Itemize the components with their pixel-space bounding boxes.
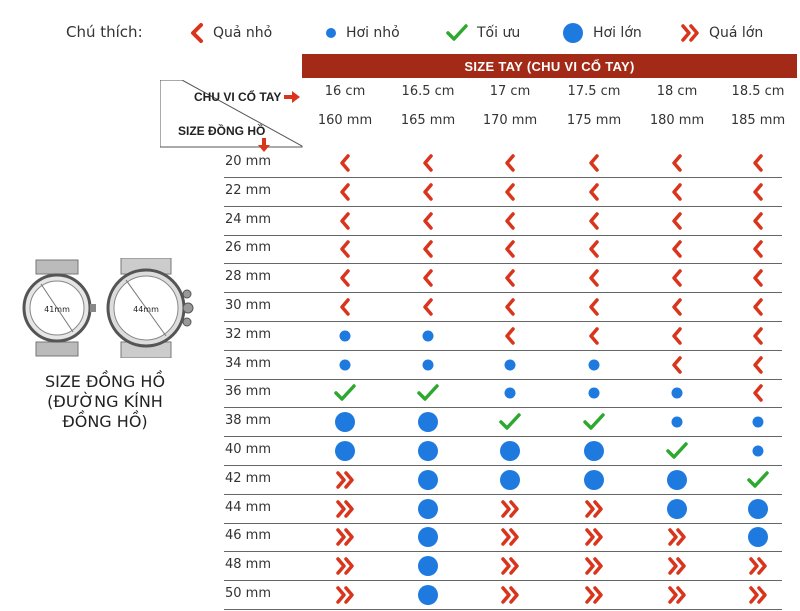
double-chevron-right-icon	[335, 500, 355, 518]
fit-cell	[743, 265, 773, 291]
large-dot-icon	[562, 22, 584, 44]
large-dot-icon	[417, 584, 439, 606]
fit-cell	[495, 524, 525, 550]
chevron-left-icon	[422, 183, 434, 201]
fit-cell	[495, 467, 525, 493]
small-dot-icon	[752, 445, 764, 457]
large-dot-icon	[334, 440, 356, 462]
column-header-mm: 160 mm	[317, 113, 373, 128]
small-dot-icon	[588, 359, 600, 371]
chevron-left-icon	[422, 298, 434, 316]
legend-label-slightly-small: Hơi nhỏ	[346, 25, 400, 41]
corner-label-watch: SIZE ĐỒNG HỒ	[178, 124, 266, 138]
large-dot-icon	[417, 411, 439, 433]
caption-line-1: SIZE ĐỒNG HỒ	[44, 372, 166, 391]
row-divider	[224, 580, 782, 581]
caption-line-2: (ĐƯỜNG KÍNH	[47, 392, 163, 411]
row-divider	[224, 436, 782, 437]
fit-cell	[579, 524, 609, 550]
fit-cell	[495, 409, 525, 435]
fit-cell	[579, 553, 609, 579]
fit-cell	[579, 467, 609, 493]
row-label: 22 mm	[225, 182, 272, 198]
fit-cell	[579, 150, 609, 176]
fit-cell	[413, 409, 443, 435]
corner-label-wrist: CHU VI CỔ TAY	[194, 90, 282, 104]
legend-label-too-large: Quá lớn	[709, 25, 764, 41]
fit-cell	[662, 582, 692, 608]
small-dot-icon	[752, 416, 764, 428]
large-dot-icon	[666, 498, 688, 520]
chevron-left-icon	[504, 212, 516, 230]
fit-cell	[495, 294, 525, 320]
fit-cell	[579, 265, 609, 291]
row-divider	[224, 292, 782, 293]
row-label: 50 mm	[225, 586, 272, 601]
column-header-mm: 185 mm	[730, 113, 786, 128]
fit-cell	[743, 150, 773, 176]
chevron-left-icon	[752, 240, 764, 258]
legend-label-too-small: Quả nhỏ	[213, 25, 273, 41]
fit-cell	[495, 496, 525, 522]
fit-cell	[330, 380, 360, 406]
double-chevron-right-icon	[667, 557, 687, 575]
fit-cell	[413, 582, 443, 608]
fit-cell	[413, 524, 443, 550]
legend-label-optimal: Tối ưu	[477, 25, 521, 41]
chevron-left-icon	[588, 269, 600, 287]
large-dot-icon	[417, 469, 439, 491]
chevron-left-icon	[752, 298, 764, 316]
legend-label-slightly-large: Hơi lớn	[593, 25, 642, 41]
chevron-left-icon	[504, 154, 516, 172]
fit-cell	[330, 496, 360, 522]
chevron-left-icon	[504, 269, 516, 287]
legend-item-too-large	[680, 16, 763, 50]
row-label: 40 mm	[225, 442, 272, 457]
fit-cell	[495, 553, 525, 579]
fit-cell	[495, 352, 525, 378]
chevron-left-icon	[752, 154, 764, 172]
double-chevron-right-icon	[500, 500, 520, 518]
fit-cell	[662, 236, 692, 262]
row-label: 44 mm	[225, 499, 272, 515]
fit-cell	[330, 265, 360, 291]
double-chevron-right-icon	[748, 557, 768, 575]
row-label: 38 mm	[225, 413, 272, 429]
chevron-left-icon	[504, 327, 516, 345]
fit-cell	[579, 352, 609, 378]
checkmark-icon	[666, 442, 688, 460]
large-dot-icon	[583, 440, 605, 462]
arrow-right-icon	[284, 91, 300, 103]
chevron-left-icon	[671, 269, 683, 287]
fit-cell	[743, 294, 773, 320]
fit-cell	[330, 582, 360, 608]
double-chevron-right-icon	[584, 557, 604, 575]
fit-cell	[330, 438, 360, 464]
large-dot-icon	[417, 440, 439, 462]
chevron-left-icon	[671, 183, 683, 201]
fit-cell	[413, 294, 443, 320]
fit-cell	[330, 467, 360, 493]
small-dot-icon	[671, 387, 683, 399]
small-dot-icon	[422, 330, 434, 342]
chevron-left-icon	[671, 327, 683, 345]
chevron-left-icon	[422, 240, 434, 258]
legend-title: Chú thích:	[66, 23, 143, 41]
fit-cell	[743, 496, 773, 522]
chevron-left-icon	[339, 154, 351, 172]
column-header-cm: 16 cm	[324, 84, 366, 99]
chevron-left-icon	[588, 212, 600, 230]
fit-cell	[413, 236, 443, 262]
fit-cell	[579, 582, 609, 608]
fit-cell	[662, 467, 692, 493]
small-dot-icon	[588, 387, 600, 399]
large-dot-icon	[334, 411, 356, 433]
chevron-left-icon	[339, 269, 351, 287]
chevron-left-icon	[752, 183, 764, 201]
fit-cell	[743, 553, 773, 579]
fit-cell	[579, 208, 609, 234]
fit-cell	[743, 380, 773, 406]
fit-cell	[743, 582, 773, 608]
watch-size-caption	[15, 372, 195, 432]
fit-cell	[579, 409, 609, 435]
chevron-left-icon	[671, 356, 683, 374]
legend-item-slightly-small	[325, 16, 400, 50]
fit-cell	[743, 323, 773, 349]
row-label: 34 mm	[225, 355, 272, 371]
double-chevron-right-icon	[680, 24, 700, 42]
chevron-left-icon	[339, 298, 351, 316]
fit-cell	[662, 352, 692, 378]
double-chevron-right-icon	[335, 586, 355, 604]
chevron-left-icon	[504, 240, 516, 258]
row-divider	[224, 609, 782, 610]
fit-cell	[413, 380, 443, 406]
fit-cell	[330, 553, 360, 579]
fit-cell	[495, 438, 525, 464]
fit-cell	[579, 236, 609, 262]
large-dot-icon	[417, 526, 439, 548]
double-chevron-right-icon	[584, 586, 604, 604]
fit-cell	[413, 467, 443, 493]
row-label: 24 mm	[225, 211, 272, 227]
double-chevron-right-icon	[500, 586, 520, 604]
chevron-left-icon	[422, 212, 434, 230]
arrow-down-icon	[258, 138, 270, 152]
small-dot-icon	[422, 359, 434, 371]
fit-cell	[662, 496, 692, 522]
fit-cell	[330, 236, 360, 262]
fit-cell	[662, 208, 692, 234]
fit-cell	[495, 236, 525, 262]
chevron-left-icon	[752, 384, 764, 402]
row-label: 42 mm	[225, 470, 272, 486]
large-dot-icon	[747, 526, 769, 548]
column-header-cm: 16.5 cm	[401, 84, 455, 99]
row-label: 46 mm	[225, 528, 272, 544]
chevron-left-icon	[422, 154, 434, 172]
fit-cell	[413, 553, 443, 579]
caption-line-3: ĐỒNG HỒ)	[62, 412, 148, 431]
large-dot-icon	[666, 469, 688, 491]
double-chevron-right-icon	[500, 528, 520, 546]
double-chevron-right-icon	[335, 471, 355, 489]
row-label: 48 mm	[225, 557, 272, 573]
chevron-left-icon	[588, 183, 600, 201]
checkmark-icon	[334, 384, 356, 402]
row-divider	[224, 263, 782, 264]
fit-cell	[330, 208, 360, 234]
fit-cell	[495, 208, 525, 234]
row-label: 36 mm	[225, 384, 272, 400]
fit-cell	[413, 150, 443, 176]
chevron-left-icon	[339, 240, 351, 258]
column-header-cm: 18.5 cm	[731, 84, 785, 99]
large-dot-icon	[417, 498, 439, 520]
fit-cell	[579, 496, 609, 522]
double-chevron-right-icon	[748, 586, 768, 604]
chevron-left-icon	[752, 269, 764, 287]
small-dot-icon	[339, 359, 351, 371]
fit-cell	[495, 265, 525, 291]
row-divider	[224, 407, 782, 408]
small-dot-icon	[671, 416, 683, 428]
large-dot-icon	[747, 498, 769, 520]
fit-cell	[495, 150, 525, 176]
fit-cell	[662, 409, 692, 435]
column-header-mm: 175 mm	[566, 113, 622, 128]
row-divider	[224, 551, 782, 552]
fit-cell	[662, 179, 692, 205]
chevron-left-icon	[190, 23, 204, 43]
fit-cell	[662, 323, 692, 349]
fit-cell	[662, 524, 692, 550]
fit-cell	[579, 438, 609, 464]
fit-cell	[662, 265, 692, 291]
fit-cell	[662, 553, 692, 579]
fit-cell	[413, 179, 443, 205]
checkmark-icon	[499, 413, 521, 431]
fit-cell	[662, 438, 692, 464]
fit-cell	[579, 179, 609, 205]
column-header-mm: 180 mm	[649, 113, 705, 128]
fit-cell	[330, 323, 360, 349]
corner-header	[160, 80, 303, 148]
chevron-left-icon	[752, 356, 764, 374]
fit-cell	[743, 438, 773, 464]
fit-cell	[743, 352, 773, 378]
large-dot-icon	[417, 555, 439, 577]
fit-cell	[495, 582, 525, 608]
fit-cell	[330, 179, 360, 205]
fit-cell	[743, 524, 773, 550]
large-dot-icon	[499, 440, 521, 462]
checkmark-icon	[446, 24, 468, 42]
fit-cell	[579, 380, 609, 406]
chevron-left-icon	[671, 240, 683, 258]
fit-cell	[413, 265, 443, 291]
chevron-left-icon	[422, 269, 434, 287]
fit-cell	[579, 294, 609, 320]
fit-cell	[579, 323, 609, 349]
fit-cell	[330, 294, 360, 320]
fit-cell	[413, 496, 443, 522]
small-dot-icon	[339, 330, 351, 342]
fit-cell	[495, 179, 525, 205]
fit-cell	[495, 380, 525, 406]
fit-cell	[413, 352, 443, 378]
double-chevron-right-icon	[500, 557, 520, 575]
row-label: 26 mm	[225, 240, 272, 256]
small-dot-icon	[504, 359, 516, 371]
double-chevron-right-icon	[584, 528, 604, 546]
row-label: 28 mm	[225, 269, 272, 285]
column-header-mm: 165 mm	[400, 113, 456, 128]
large-watch-icon	[108, 258, 193, 358]
column-header-cm: 18 cm	[656, 84, 698, 99]
column-header-cm: 17.5 cm	[567, 84, 621, 99]
chevron-left-icon	[588, 327, 600, 345]
checkmark-icon	[417, 384, 439, 402]
column-header-cm: 17 cm	[489, 84, 531, 99]
chevron-left-icon	[752, 212, 764, 230]
checkmark-icon	[583, 413, 605, 431]
row-label: 32 mm	[225, 326, 272, 342]
chevron-left-icon	[671, 298, 683, 316]
small-watch-icon	[24, 260, 96, 356]
legend-item-slightly-large	[562, 16, 642, 50]
fit-cell	[743, 179, 773, 205]
chevron-left-icon	[504, 183, 516, 201]
fit-cell	[413, 323, 443, 349]
checkmark-icon	[747, 471, 769, 489]
double-chevron-right-icon	[667, 528, 687, 546]
chevron-left-icon	[752, 327, 764, 345]
fit-cell	[330, 409, 360, 435]
fit-cell	[743, 467, 773, 493]
fit-cell	[743, 208, 773, 234]
fit-cell	[330, 150, 360, 176]
fit-cell	[743, 236, 773, 262]
fit-cell	[413, 438, 443, 464]
fit-cell	[662, 380, 692, 406]
double-chevron-right-icon	[335, 528, 355, 546]
watch-illustration	[20, 258, 200, 358]
legend	[0, 0, 800, 50]
chevron-left-icon	[588, 240, 600, 258]
large-watch-size: 44mm	[133, 305, 159, 314]
fit-cell	[495, 323, 525, 349]
legend-item-too-small	[190, 16, 272, 50]
fit-cell	[662, 294, 692, 320]
row-label: 30 mm	[225, 298, 272, 313]
wrist-size-header: SIZE TAY (CHU VI CỔ TAY)	[302, 54, 797, 78]
double-chevron-right-icon	[584, 500, 604, 518]
large-dot-icon	[499, 469, 521, 491]
chevron-left-icon	[588, 154, 600, 172]
chevron-left-icon	[339, 212, 351, 230]
chevron-left-icon	[504, 298, 516, 316]
fit-cell	[413, 208, 443, 234]
fit-cell	[330, 524, 360, 550]
chevron-left-icon	[588, 298, 600, 316]
chevron-left-icon	[671, 212, 683, 230]
double-chevron-right-icon	[667, 586, 687, 604]
small-watch-size: 41mm	[44, 305, 70, 314]
small-dot-icon	[325, 27, 337, 39]
legend-item-optimal	[446, 16, 520, 50]
column-header-mm: 170 mm	[482, 113, 538, 128]
row-label: 20 mm	[225, 154, 272, 169]
chevron-left-icon	[339, 183, 351, 201]
fit-cell	[743, 409, 773, 435]
double-chevron-right-icon	[335, 557, 355, 575]
small-dot-icon	[504, 387, 516, 399]
large-dot-icon	[583, 469, 605, 491]
fit-cell	[662, 150, 692, 176]
chevron-left-icon	[671, 154, 683, 172]
fit-cell	[330, 352, 360, 378]
